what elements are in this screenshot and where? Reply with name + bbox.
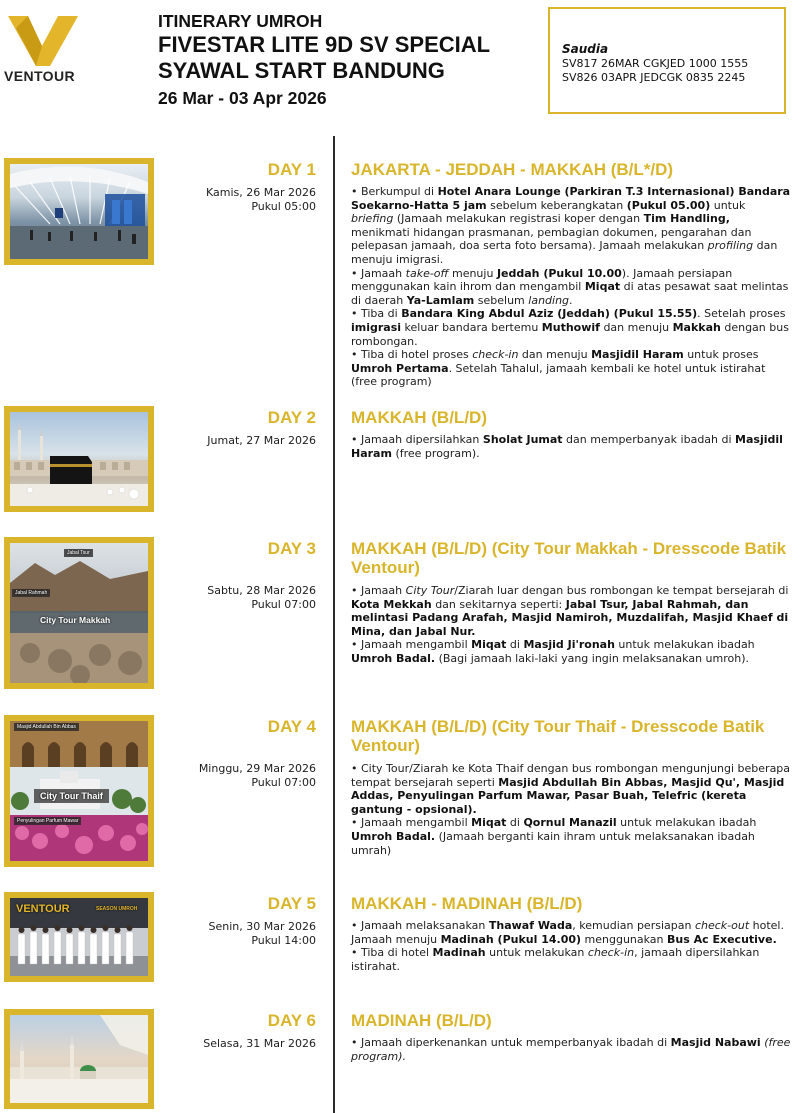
day-6-description: • Jamaah diperkenankan untuk memperbanyak ibadah di Masjid Nabawi (free program). — [351, 1036, 791, 1063]
day-1-label: DAY 1 — [267, 160, 316, 179]
ventour-logo — [4, 14, 84, 86]
itinerary-title — [158, 10, 538, 110]
title-line-1: ITINERARY UMROH — [158, 11, 323, 31]
day-2-date — [207, 434, 316, 448]
day-3-time-text: Pukul 07:00 — [251, 598, 316, 611]
day-3-photo-caption: City Tour Makkah — [40, 615, 111, 625]
day-1-description: • Berkumpul di Hotel Anara Lounge (Parkiran T.3 Internasional) Bandara Soekarno-Hatta 5 jam sebelum keberangkatan (Pukul 05.00) untuk briefing (Jamaah melakukan registrasi koper dengan Tim Handling, menikmati hidangan prasmanan, pembagian dokumen, pengarahan dan pelepasan jamaah, doa serta foto bersama). Jamaah melakukan profiling dan menuju imigrasi. • Jamaah take-off menuju Jeddah (Pukul 10.00). Jamaah persiapan menggunakan kain ihrom dan mengambil Miqat di atas pesawat saat melintas di daerah Ya-Lamlam sebelum landing. • Tiba di Bandara King Abdul Aziz (Jeddah) (Pukul 15.55). Setelah proses imigrasi keluar bandara bertemu Muthowif dan menuju Makkah dengan bus rombongan. • Tiba di hotel proses check-in dan menuju Masjidil Haram untuk proses Umroh Pertama. Setelah Tahalul, jamaah kembali ke hotel untuk istirahat (free program) — [351, 185, 791, 389]
day-5-title: MAKKAH - MADINAH (B/L/D) — [351, 894, 583, 913]
day-2-title: MAKKAH (B/L/D) — [351, 408, 487, 427]
day-4-title: MAKKAH (B/L/D) (City Tour Thaif - Dresscode Batik Ventour) — [351, 717, 765, 755]
day-2-photo — [4, 406, 154, 512]
airline-name: Saudia — [562, 42, 609, 56]
day-4-photo-tag-1: Masjid Abdullah Bin Abbas — [14, 723, 79, 731]
day-2-date-text: Jumat, 27 Mar 2026 — [207, 434, 316, 447]
flight-leg-return: SV826 03APR JEDCGK 0835 2245 — [562, 71, 746, 84]
day-5-time-text: Pukul 14:00 — [251, 934, 316, 947]
day-5-label: DAY 5 — [267, 894, 316, 913]
day-6-photo — [4, 1009, 154, 1109]
day-4-date — [199, 762, 316, 790]
day-1-date-text: Kamis, 26 Mar 2026 — [206, 186, 316, 199]
day-4-label: DAY 4 — [267, 717, 316, 736]
day-2-description: • Jamaah dipersilahkan Sholat Jumat dan memperbanyak ibadah di Masjidil Haram (free program). — [351, 433, 783, 460]
title-line-3: SYAWAL START BANDUNG — [158, 58, 445, 83]
day-3-date — [207, 584, 316, 612]
day-5-photo — [4, 892, 154, 982]
day-4-photo-tag-2: Penyulingan Parfum Mawar — [14, 817, 81, 825]
timeline-divider — [333, 136, 335, 1113]
day-6-title: MADINAH (B/L/D) — [351, 1011, 492, 1030]
day-3-description: • Jamaah City Tour/Ziarah luar dengan bus rombongan ke tempat bersejarah di Kota Mekkah dan sekitarnya seperti: Jabal Tsur, Jabal Rahmah, dan melintasi Padang Arafah, Masjid Namiroh, Muzdalifah, Masjid Khaef di Mina, dan Jabal Nur. • Jamaah mengambil Miqat di Masjid Ji'ronah untuk melakukan ibadah Umroh Badal. (Bagi jamaah laki-laki yang ingin melaksanakan umroh). — [351, 584, 789, 665]
day-1-title: JAKARTA - JEDDAH - MAKKAH (B/L*/D) — [351, 160, 674, 179]
logo-text: VENTOUR — [4, 68, 75, 84]
day-6-date — [203, 1037, 316, 1051]
day-4-time-text: Pukul 07:00 — [251, 776, 316, 789]
kaaba-image — [10, 412, 148, 506]
day-6-label: DAY 6 — [267, 1011, 316, 1030]
day-3-photo — [4, 537, 154, 689]
day-5-date-text: Senin, 30 Mar 2026 — [208, 920, 316, 933]
day-3-photo-tag-2: Jabal Rahmah — [12, 589, 50, 597]
day-1-date — [206, 186, 316, 214]
day-3-photo-tag-1: Jabal Tsur — [64, 549, 93, 557]
trip-dates: 26 Mar - 03 Apr 2026 — [158, 88, 327, 108]
day-5-photo-brand: VENTOUR — [16, 903, 70, 915]
city-tour-makkah-image — [10, 543, 148, 683]
day-1-time-text: Pukul 05:00 — [251, 200, 316, 213]
day-5-photo-banner: SEASON UMROH — [96, 906, 138, 912]
day-5-date — [209, 920, 316, 948]
ventour-v-icon — [6, 14, 80, 68]
day-3-date-text: Sabtu, 28 Mar 2026 — [207, 584, 316, 597]
day-3-title: MAKKAH (B/L/D) (City Tour Makkah - Dresscode Batik Ventour) — [351, 539, 787, 577]
airport-terminal-image — [10, 164, 148, 259]
day-4-photo — [4, 715, 154, 867]
day-2-label: DAY 2 — [267, 408, 316, 427]
day-1-photo — [4, 158, 154, 265]
day-3-label: DAY 3 — [267, 539, 316, 558]
masjid-nabawi-image — [10, 1015, 148, 1103]
flight-info-box — [548, 7, 786, 114]
day-4-date-text: Minggu, 29 Mar 2026 — [198, 762, 316, 775]
day-6-date-text: Selasa, 31 Mar 2026 — [203, 1037, 316, 1050]
title-line-2: FIVESTAR LITE 9D SV SPECIAL — [158, 32, 491, 57]
day-4-photo-caption: City Tour Thaif — [34, 789, 109, 803]
day-4-description: • City Tour/Ziarah ke Kota Thaif dengan bus rombongan mengunjungi beberapa tempat bersejarah seperti Masjid Abdullah Bin Abbas, Masjid Qu', Masjid Addas, Penyulingan Parfum Mawar, Pasar Buah, Telefric (kereta gantung - opsional). • Jamaah mengambil Miqat di Qornul Manazil untuk melakukan ibadah Umroh Badal. (Jamaah berganti kain ihram untuk melaksanakan ibadah umrah) — [351, 762, 791, 857]
flight-leg-outbound: SV817 26MAR CGKJED 1000 1555 — [562, 57, 749, 70]
day-5-description: • Jamaah melaksanakan Thawaf Wada, kemudian persiapan check-out hotel. Jamaah menuju Madinah (Pukul 14.00) menggunakan Bus Ac Executive. • Tiba di hotel Madinah untuk melakukan check-in, jamaah dipersilahkan istirahat. — [351, 919, 784, 973]
